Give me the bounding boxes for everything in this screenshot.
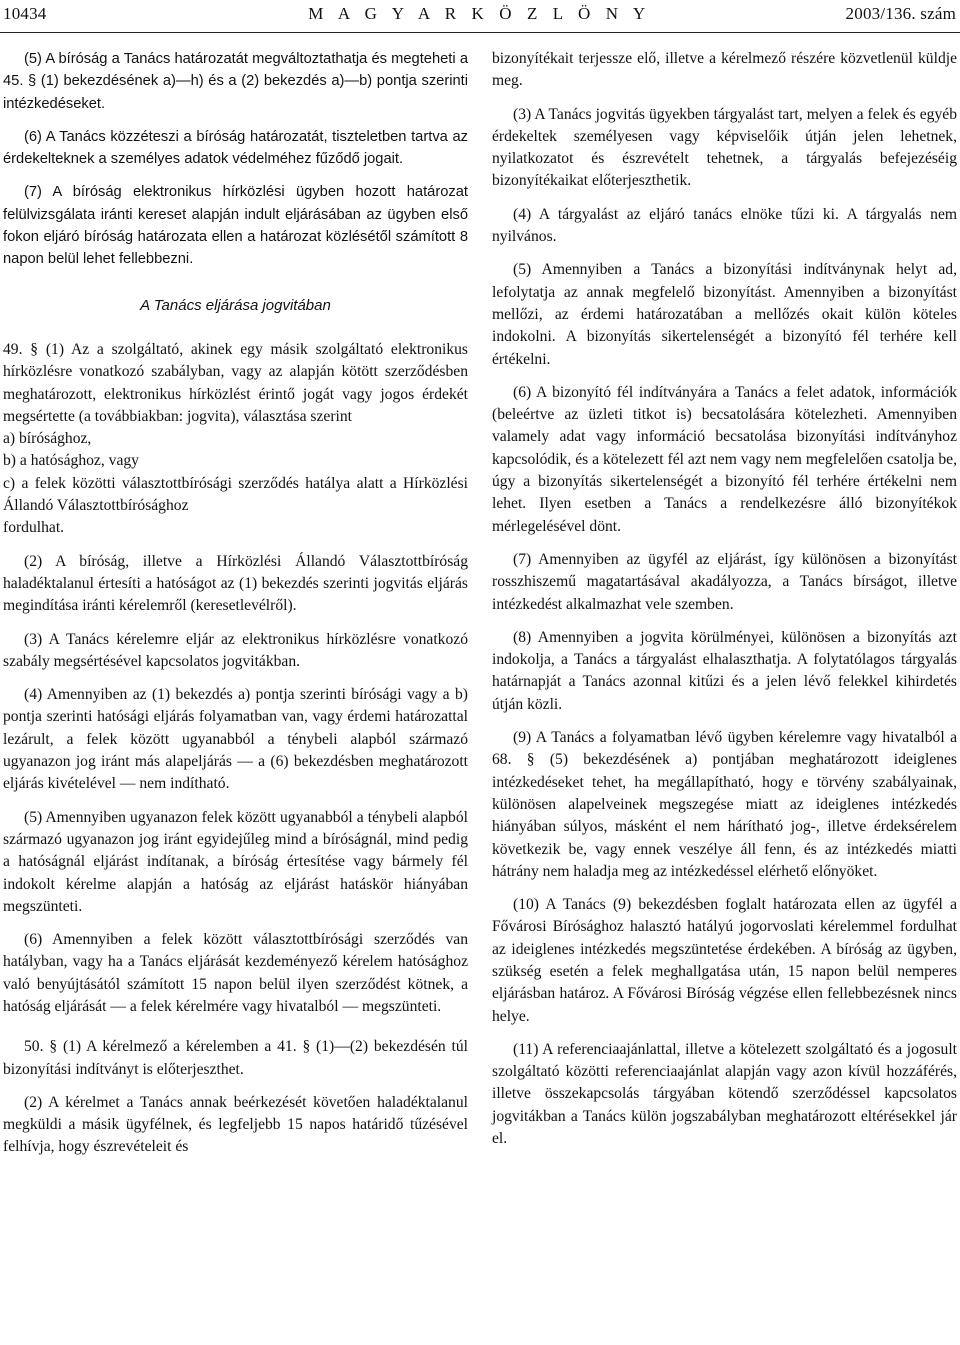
paragraph: (7) A bíróság elektronikus hírközlési ügyben hozott határozat felülvizsgálata iránti kereset alapján indult eljárásában az ügyben első fokon eljáró bíróság határozata ellen a határozat közlésétől számított 8 napon belül lehet fellebbezni. bbox=[3, 184, 468, 268]
paragraph: (3) A Tanács kérelemre eljár az elektronikus hírközlésre vonatkozó szabály megsértésével kapcsolatos jogvitákban. bbox=[3, 630, 468, 670]
list-item: a) bírósághoz, bbox=[3, 430, 92, 448]
paragraph: (5) A bíróság a Tanács határozatát megváltoztathatja és megteheti a 45. § (1) bekezdésének a)—h) és a (2) bekezdés a)—b) pontja szerinti intézkedéseket. bbox=[3, 51, 468, 112]
issue-number: 2003/136. szám bbox=[845, 4, 956, 23]
paragraph: (11) A referenciaajánlattal, illetve a kötelezett szolgáltató és a jogosult szolgáltató közötti referenciaajánlat alapján vagy azon kívül hozzáférés, illetve összekapcsolás tárgyában kötendő szerződéssel kapcsolatos jogvitákban a Tanács külön jogszabályban meghatározott eltérésekkel jár el. bbox=[492, 1040, 957, 1148]
page-number: 10434 bbox=[3, 4, 47, 23]
list-item: b) a hatósághoz, vagy bbox=[3, 452, 139, 470]
paragraph: (2) A bíróság, illetve a Hírközlési Állandó Választottbíróság haladéktalanul értesíti a hatóságot az (1) bekezdés szerinti jogvitás eljárás megindítása iránti kérelemről (keresetlevélről). bbox=[3, 552, 468, 615]
paragraph: (5) Amennyiben a Tanács a bizonyítási indítványnak helyt ad, lefolytatja az annak megfelelő bizonyítást. Amennyiben a bizonyítást mellőzi, az érdemi határozatában a mellőzés okait külön köteles indokolni. A bizonyítás sikertelenségét a bizonyító fél terhére kell értékelni. bbox=[492, 261, 957, 368]
paragraph: (8) Amennyiben a jogvita körülményei, különösen a bizonyítás azt indokolja, a Tanács a tárgyalást elhalaszthatja. A folytatólagos tárgyalás határnapját a Tanács azonnal kitűzi és a jelen lévő felekkel kihirdetés útján közli. bbox=[492, 628, 957, 713]
right-column bbox=[492, 48, 957, 1161]
paragraph: (5) Amennyiben ugyanazon felek között ugyanabból a ténybeli alapból származó ugyanazon jog iránt egyidejűleg mind a bíróságnál, mind pedig a hatóságnál eljárást indítanak, a bíróság értesítése vagy bármely fél indokolt kérelme alapján a hatóság az eljárást hatáskör hiányában megszünteti. bbox=[3, 808, 468, 915]
section-49-paragraph: 49. § (1) Az a szolgáltató, akinek egy másik szolgáltató elektronikus hírközlésre vonatkozó szabályban, vagy az alapján kötött szerződésben meghatározott, elektronikus hírközlést érintő jogát vagy jogos érdekét megsértette (a továbbiakban: jogvita), választása szerint bbox=[3, 340, 468, 425]
paragraph: (6) A Tanács közzéteszi a bíróság határozatát, tiszteletben tartva az érdekelteknek a személyes adatok védelméhez fűződő jogait. bbox=[3, 128, 468, 168]
paragraph: bizonyítékait terjessze elő, illetve a kérelmező részére közvetlenül küldje meg. bbox=[492, 50, 957, 90]
paragraph: (4) A tárgyalást az eljáró tanács elnöke tűzi ki. A tárgyalás nem nyilvános. bbox=[492, 205, 957, 246]
paragraph: (9) A Tanács a folyamatban lévő ügyben kérelemre vagy hivatalból a 68. § (5) bekezdésének a) pontjában meghatározott ideiglenes intézkedéseket tehet, ha megállapítható, hogy e törvény szabályainak, különösen alapelveinek megszegése miatt az ideiglenes intézkedés hiányában súlyos, másként el nem hárítható jog-, illetve érdeksérelem következik be, vagy ennek veszélye áll fenn, és az intézkedés miatti hátrány nem haladja meg az intézkedéssel elérhető előnyöket. bbox=[492, 729, 957, 880]
left-column bbox=[3, 48, 468, 1170]
paragraph: (6) Amennyiben a felek között választottbírósági szerződés van hatályban, vagy ha a Tanács eljárását kezdeményező kérelem hatósághoz való benyújtásától számított 15 napon belül ilyen szerződést kötnek, a hatóság eljárását — a felek kérelmére vagy hivatalból — megszünteti. bbox=[3, 931, 468, 1015]
section-subheading: A Tanács eljárása jogvitában bbox=[140, 296, 331, 314]
paragraph: (3) A Tanács jogvitás ügyekben tárgyalást tart, melyen a felek és egyéb érdekeltek személyesen vagy képviselőik útján jelen lehetnek, nyilatkozatot és észrevételt tehetnek, a tárgyalás befejezéséig bizonyítékaikat előterjeszthetik. bbox=[492, 105, 957, 190]
paragraph: fordulhat. bbox=[3, 519, 65, 537]
paragraph: (2) A kérelmet a Tanács annak beérkezését követően haladéktalanul megküldi a másik ügyfélnek, és legfeljebb 15 napos határidő tűzésével felhívja, hogy észrevételeit és bbox=[3, 1093, 468, 1156]
publication-title: M A G Y A R K Ö Z L Ö N Y bbox=[308, 4, 651, 23]
section-50-paragraph: 50. § (1) A kérelmező a kérelemben a 41. § (1)—(2) bekezdésén túl bizonyítási indítványt is előterjeszthet. bbox=[3, 1038, 468, 1078]
paragraph: (7) Amennyiben az ügyfél az eljárást, így különösen a bizonyítást rosszhiszemű magatartásával akadályozza, a Tanács bírságot, illetve intézkedést alkalmazhat vele szemben. bbox=[492, 550, 957, 613]
paragraph: (10) A Tanács (9) bekezdésben foglalt határozata ellen az ügyfél a Fővárosi Bírósághoz halasztó hatályú jogorvoslati kérelemmel fordulhat az ideiglenes intézkedés megszüntetése érdekében. A bíróság az ügyben, szükség esetén a felek meghallgatása után, 15 napon belül nemperes eljárásban határoz. A Fővárosi Bíróság végzése ellen fellebbezésnek nincs helye. bbox=[492, 896, 957, 1025]
header-rule bbox=[0, 32, 960, 33]
list-item: c) a felek közötti választottbírósági szerződés hatálya alatt a Hírközlési Állandó Választottbírósághoz bbox=[3, 474, 468, 515]
paragraph: (4) Amennyiben az (1) bekezdés a) pontja szerinti bírósági vagy a b) pontja szerinti hatósági eljárás folyamatban van, vagy érdemi határozattal lezárult, a felek között ugyanabból a ténybeli alapból származó ugyanazon jog iránt más alapeljárás — a (6) bekezdésben meghatározott eljárás kivételével — nem indítható. bbox=[3, 686, 468, 793]
paragraph: (6) A bizonyító fél indítványára a Tanács a felet adatok, információk (beleértve az üzleti titkot is) becsatolására kötelezheti. Amennyiben valamely adat vagy információ becsatolása bizonyítási indítványhoz kapcsolódik, és a kötelezett fél azt nem vagy nem megfelelően csatolja be, úgy a bizonyítás sikertelenségét a bizonyító fél terhére értékelni nem lehet. Ilyen esetben a Tanács a rendelkezésre álló bizonyítékok mérlegelésével dönt. bbox=[492, 383, 957, 535]
page-header bbox=[3, 4, 956, 28]
